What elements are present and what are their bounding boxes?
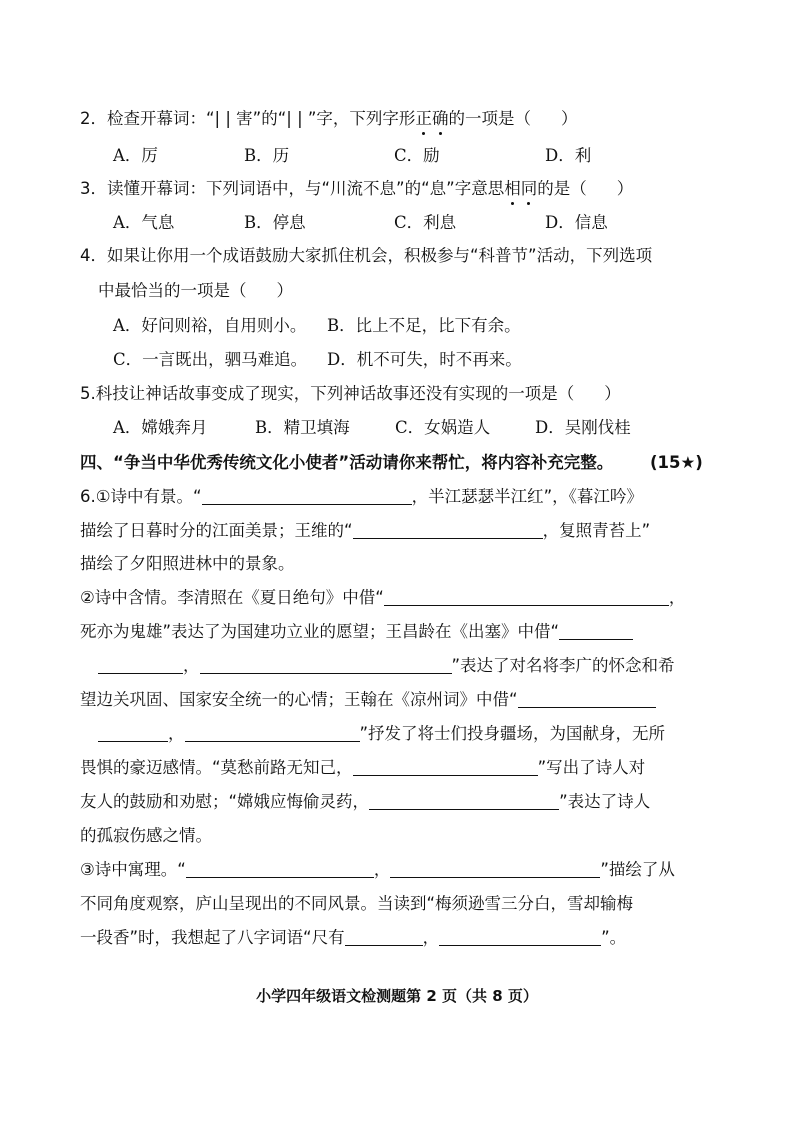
answer-blank[interactable] bbox=[518, 689, 656, 708]
answer-blank[interactable] bbox=[345, 927, 423, 946]
question-6-part3-line-2: 不同角度观察，庐山呈现出的不同风景。当读到“梅须逊雪三分白，雪却输梅 bbox=[80, 894, 634, 913]
question-4-stem-line-2: 中最恰当的一项是（ ） bbox=[98, 281, 293, 300]
question-5-option-c[interactable]: C．女娲造人 bbox=[395, 418, 491, 437]
question-3-stem: 3．读懂开幕词：下列词语中，与“川流不息”的“息”字意思相同的是（ ） bbox=[80, 179, 634, 198]
answer-blank[interactable] bbox=[202, 486, 412, 505]
emphasis-dot-char: 确 bbox=[431, 109, 449, 128]
question-2-option-c[interactable]: C．励 bbox=[394, 146, 440, 165]
question-5-stem: 5.科技让神话故事变成了现实，下列神话故事还没有实现的一项是（ ） bbox=[80, 384, 621, 403]
question-6-part2-line-1: ②诗中含情。李清照在《夏日绝句》中借“ ， bbox=[80, 588, 686, 607]
section-4-score: (15★) bbox=[650, 453, 703, 472]
question-6-part2-line-4: 望边关巩固、国家安全统一的心情；王翰在《凉州词》中借“ bbox=[80, 689, 656, 711]
question-6-part2-line-2: 死亦为鬼雄”表达了为国建功立业的愿望；王昌龄在《出塞》中借“ bbox=[80, 621, 633, 643]
question-6-part2-line-3: ， ”表达了对名将李广的怀念和希 bbox=[98, 655, 675, 677]
answer-blank[interactable] bbox=[98, 723, 168, 742]
question-3-option-b[interactable]: B．停息 bbox=[244, 213, 306, 232]
answer-blank[interactable] bbox=[353, 757, 538, 776]
answer-blank[interactable] bbox=[353, 520, 543, 539]
question-5-option-b[interactable]: B．精卫填海 bbox=[255, 418, 350, 437]
question-2-stem: 2．检查开幕词：“| | 害”的“| | ”字，下列字形正确的一项是（ ） bbox=[80, 109, 578, 128]
question-4-stem-line-1: 4．如果让你用一个成语鼓励大家抓住机会，积极参与“科普节”活动，下列选项 bbox=[80, 246, 653, 265]
question-6-part1-line-2: 描绘了日暮时分的江面美景；王维的“ ，复照青苔上” bbox=[80, 521, 651, 540]
question-4-option-b[interactable]: B．比上不足，比下有余。 bbox=[327, 316, 521, 335]
question-2-option-d[interactable]: D．利 bbox=[545, 146, 592, 165]
question-6-part2-line-7: 友人的鼓励和劝慰；“嫦娥应悔偷灵药， ”表达了诗人 bbox=[80, 792, 651, 811]
question-2-option-a[interactable]: A．厉 bbox=[113, 146, 158, 165]
question-3-option-a[interactable]: A．气息 bbox=[113, 213, 175, 232]
answer-blank[interactable] bbox=[98, 655, 183, 674]
question-4-option-d[interactable]: D．机不可失，时不再来。 bbox=[327, 350, 522, 369]
question-4-option-c[interactable]: C．一言既出，驷马难追。 bbox=[113, 350, 308, 369]
answer-blank[interactable] bbox=[384, 587, 669, 606]
question-6-part2-line-5: ， ”抒发了将士们投身疆场，为国献身，无所 bbox=[98, 723, 665, 745]
question-6-part1-line-3: 描绘了夕阳照进林中的景象。 bbox=[80, 554, 295, 573]
emphasis-dot-char: 正 bbox=[415, 109, 432, 128]
emphasis-dot-char: 相 bbox=[504, 179, 521, 198]
question-2-option-b[interactable]: B．历 bbox=[244, 146, 290, 165]
answer-blank[interactable] bbox=[559, 621, 633, 640]
vertical-strokes-glyph: | | bbox=[286, 109, 303, 128]
answer-blank[interactable] bbox=[185, 723, 360, 742]
answer-blank[interactable] bbox=[390, 859, 600, 878]
emphasis-dot-char: 同 bbox=[520, 179, 538, 198]
page-footer: 小学四年级语文检测题第 2 页（共 8 页） bbox=[256, 987, 538, 1005]
question-5-option-a[interactable]: A．嫦娥奔月 bbox=[113, 418, 208, 437]
question-6-part1-line-1: 6.①诗中有景。“ ，半江瑟瑟半江红”，《暮江吟》 bbox=[80, 487, 643, 506]
question-5-option-d[interactable]: D．吴刚伐桂 bbox=[535, 418, 631, 437]
question-3-option-d[interactable]: D．信息 bbox=[545, 213, 608, 232]
question-6-part3-line-1: ③诗中寓理。“ ， ”描绘了从 bbox=[80, 860, 675, 879]
answer-blank[interactable] bbox=[439, 927, 601, 946]
question-6-part2-line-6: 畏惧的豪迈感情。“莫愁前路无知己， ”写出了诗人对 bbox=[80, 758, 646, 777]
question-3-option-c[interactable]: C．利息 bbox=[394, 213, 457, 232]
question-4-option-a[interactable]: A．好问则裕，自用则小。 bbox=[113, 316, 307, 335]
question-6-part2-line-8: 的孤寂伤感之情。 bbox=[80, 826, 212, 845]
answer-blank[interactable] bbox=[369, 791, 559, 810]
question-6-part3-line-3: 一段香”时，我想起了八字词语“尺有 ， ”。 bbox=[80, 928, 627, 947]
section-4-title: 四、“争当中华优秀传统文化小使者”活动请你来帮忙，将内容补充完整。 bbox=[80, 453, 614, 472]
answer-blank[interactable] bbox=[186, 859, 374, 878]
answer-blank[interactable] bbox=[200, 655, 452, 674]
vertical-strokes-glyph: | | bbox=[214, 109, 231, 128]
